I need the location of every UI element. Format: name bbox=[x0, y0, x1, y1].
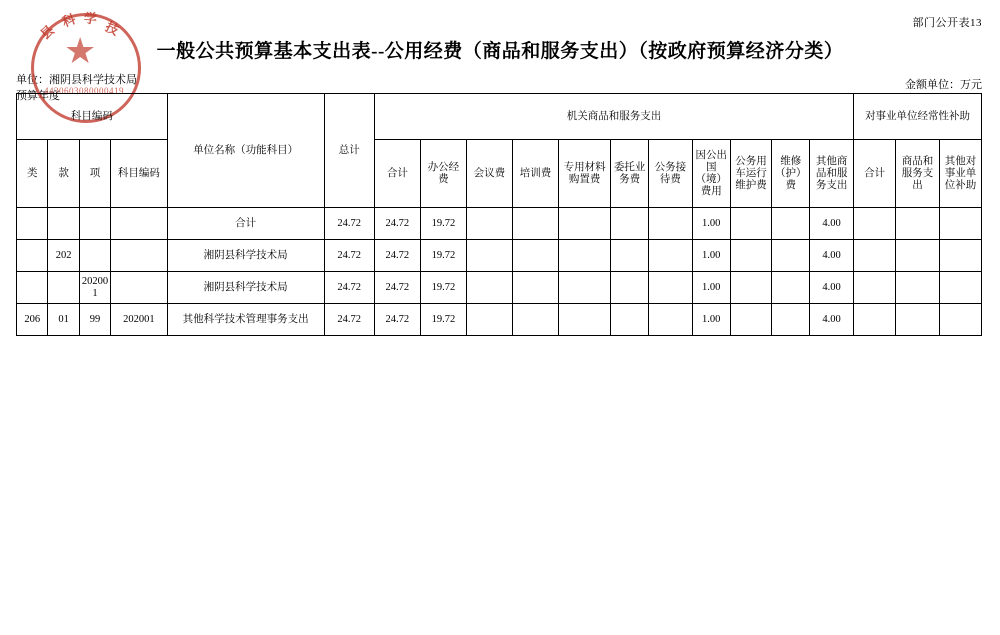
header-org-goods-services: 机关商品和服务支出 bbox=[374, 94, 853, 140]
cell-lei bbox=[17, 272, 48, 304]
cell-xiang bbox=[79, 208, 110, 240]
cell-meeting bbox=[466, 304, 512, 336]
cell-other-goods: 4.00 bbox=[810, 208, 854, 240]
cell-meeting bbox=[466, 240, 512, 272]
cell-office: 19.72 bbox=[420, 304, 466, 336]
cell-subsidy-goods bbox=[895, 240, 939, 272]
cell-entrust bbox=[611, 208, 649, 240]
cell-goods-total: 24.72 bbox=[374, 272, 420, 304]
cell-name: 其他科学技术管理事务支出 bbox=[167, 304, 324, 336]
header-subsidy-group: 对事业单位经常性补助 bbox=[854, 94, 982, 140]
header-code-group: 科目编码 bbox=[17, 94, 168, 140]
table-row bbox=[17, 240, 982, 272]
cell-abroad: 1.00 bbox=[692, 304, 730, 336]
cell-subsidy-total bbox=[854, 208, 896, 240]
cell-goods-total: 24.72 bbox=[374, 304, 420, 336]
seal-serial: 4430603080000419 bbox=[44, 86, 124, 96]
cell-kuan: 01 bbox=[48, 304, 79, 336]
header-subsidy-goods: 商品和服务支出 bbox=[895, 140, 939, 208]
cell-entrust bbox=[611, 272, 649, 304]
cell-abroad: 1.00 bbox=[692, 240, 730, 272]
cell-vehicle bbox=[730, 304, 772, 336]
cell-kuan bbox=[48, 272, 79, 304]
cell-other-goods: 4.00 bbox=[810, 304, 854, 336]
cell-material bbox=[558, 240, 610, 272]
cell-training bbox=[512, 272, 558, 304]
cell-vehicle bbox=[730, 272, 772, 304]
cell-meeting bbox=[466, 272, 512, 304]
amount-unit: 金额单位：万元 bbox=[905, 79, 982, 91]
cell-vehicle bbox=[730, 240, 772, 272]
cell-training bbox=[512, 208, 558, 240]
cell-material bbox=[558, 304, 610, 336]
budget-table bbox=[16, 93, 982, 336]
header-vehicle-maintenance: 公务用车运行维护费 bbox=[730, 140, 772, 208]
cell-subsidy-total bbox=[854, 304, 896, 336]
header-xiang: 项 bbox=[79, 140, 110, 208]
cell-name: 合计 bbox=[167, 208, 324, 240]
cell-lei bbox=[17, 208, 48, 240]
cell-abroad: 1.00 bbox=[692, 208, 730, 240]
header-abroad-expense: 因公出国（境）费用 bbox=[692, 140, 730, 208]
header-entrusted-business: 委托业务费 bbox=[611, 140, 649, 208]
cell-meeting bbox=[466, 208, 512, 240]
cell-xiang: 202001 bbox=[79, 272, 110, 304]
cell-office: 19.72 bbox=[420, 208, 466, 240]
cell-code: 202001 bbox=[111, 304, 168, 336]
header-official-reception: 公务接待费 bbox=[648, 140, 692, 208]
cell-abroad: 1.00 bbox=[692, 272, 730, 304]
cell-maintenance bbox=[772, 208, 810, 240]
header-training-expense: 培训费 bbox=[512, 140, 558, 208]
cell-maintenance bbox=[772, 240, 810, 272]
header-subsidy-other: 其他对事业单位补助 bbox=[939, 140, 981, 208]
document-code: 部门公开表13 bbox=[912, 17, 982, 29]
cell-material bbox=[558, 272, 610, 304]
table-body bbox=[17, 208, 982, 336]
cell-subsidy-other bbox=[939, 272, 981, 304]
table-row bbox=[17, 208, 982, 240]
header-meeting-expense: 会议费 bbox=[466, 140, 512, 208]
cell-subsidy-goods bbox=[895, 272, 939, 304]
cell-total: 24.72 bbox=[324, 208, 374, 240]
cell-office: 19.72 bbox=[420, 272, 466, 304]
cell-entrust bbox=[611, 304, 649, 336]
cell-lei bbox=[17, 240, 48, 272]
cell-code bbox=[111, 272, 168, 304]
cell-training bbox=[512, 240, 558, 272]
header-total: 总计 bbox=[324, 94, 374, 208]
cell-subsidy-other bbox=[939, 304, 981, 336]
cell-other-goods: 4.00 bbox=[810, 240, 854, 272]
cell-kuan: 202 bbox=[48, 240, 79, 272]
cell-lei: 206 bbox=[17, 304, 48, 336]
table-row bbox=[17, 304, 982, 336]
table-header-row-2 bbox=[17, 140, 982, 186]
cell-subsidy-total bbox=[854, 240, 896, 272]
cell-other-goods: 4.00 bbox=[810, 272, 854, 304]
cell-goods-total: 24.72 bbox=[374, 240, 420, 272]
seal-top-text: 县 科 学 技 bbox=[37, 10, 122, 43]
cell-code bbox=[111, 208, 168, 240]
cell-subsidy-total bbox=[854, 272, 896, 304]
cell-name: 湘阴县科学技术局 bbox=[167, 240, 324, 272]
cell-name: 湘阴县科学技术局 bbox=[167, 272, 324, 304]
cell-maintenance bbox=[772, 304, 810, 336]
cell-subsidy-goods bbox=[895, 304, 939, 336]
header-code: 科目编码 bbox=[111, 140, 168, 208]
cell-subsidy-goods bbox=[895, 208, 939, 240]
cell-total: 24.72 bbox=[324, 240, 374, 272]
cell-material bbox=[558, 208, 610, 240]
unit-name-line: 单位：湘阴县科学技术局 bbox=[16, 74, 137, 86]
cell-training bbox=[512, 304, 558, 336]
table-row bbox=[17, 272, 982, 304]
header-kuan: 款 bbox=[48, 140, 79, 208]
cell-total: 24.72 bbox=[324, 272, 374, 304]
cell-total: 24.72 bbox=[324, 304, 374, 336]
cell-maintenance bbox=[772, 272, 810, 304]
cell-vehicle bbox=[730, 208, 772, 240]
header-unit-name: 单位名称（功能科目） bbox=[167, 94, 324, 208]
page-title: 一般公共预算基本支出表--公用经费（商品和服务支出）（按政府预算经济分类） bbox=[156, 41, 844, 62]
cell-subsidy-other bbox=[939, 240, 981, 272]
header-office-expense: 办公经费 bbox=[420, 140, 466, 208]
cell-subsidy-other bbox=[939, 208, 981, 240]
cell-xiang: 99 bbox=[79, 304, 110, 336]
budget-year-line: 预算年度 bbox=[16, 90, 60, 102]
cell-reception bbox=[648, 304, 692, 336]
cell-reception bbox=[648, 208, 692, 240]
table-header-row-1 bbox=[17, 94, 982, 140]
header-repair-expense: 维修（护）费 bbox=[772, 140, 810, 208]
header-other-goods-services: 其他商品和服务支出 bbox=[810, 140, 854, 208]
cell-reception bbox=[648, 272, 692, 304]
cell-office: 19.72 bbox=[420, 240, 466, 272]
cell-reception bbox=[648, 240, 692, 272]
cell-kuan bbox=[48, 208, 79, 240]
cell-goods-total: 24.72 bbox=[374, 208, 420, 240]
header-material-purchase: 专用材料购置费 bbox=[558, 140, 610, 208]
header-subsidy-total: 合计 bbox=[854, 140, 896, 208]
header-lei: 类 bbox=[17, 140, 48, 208]
cell-code bbox=[111, 240, 168, 272]
header-goods-total: 合计 bbox=[374, 140, 420, 208]
cell-xiang bbox=[79, 240, 110, 272]
cell-entrust bbox=[611, 240, 649, 272]
